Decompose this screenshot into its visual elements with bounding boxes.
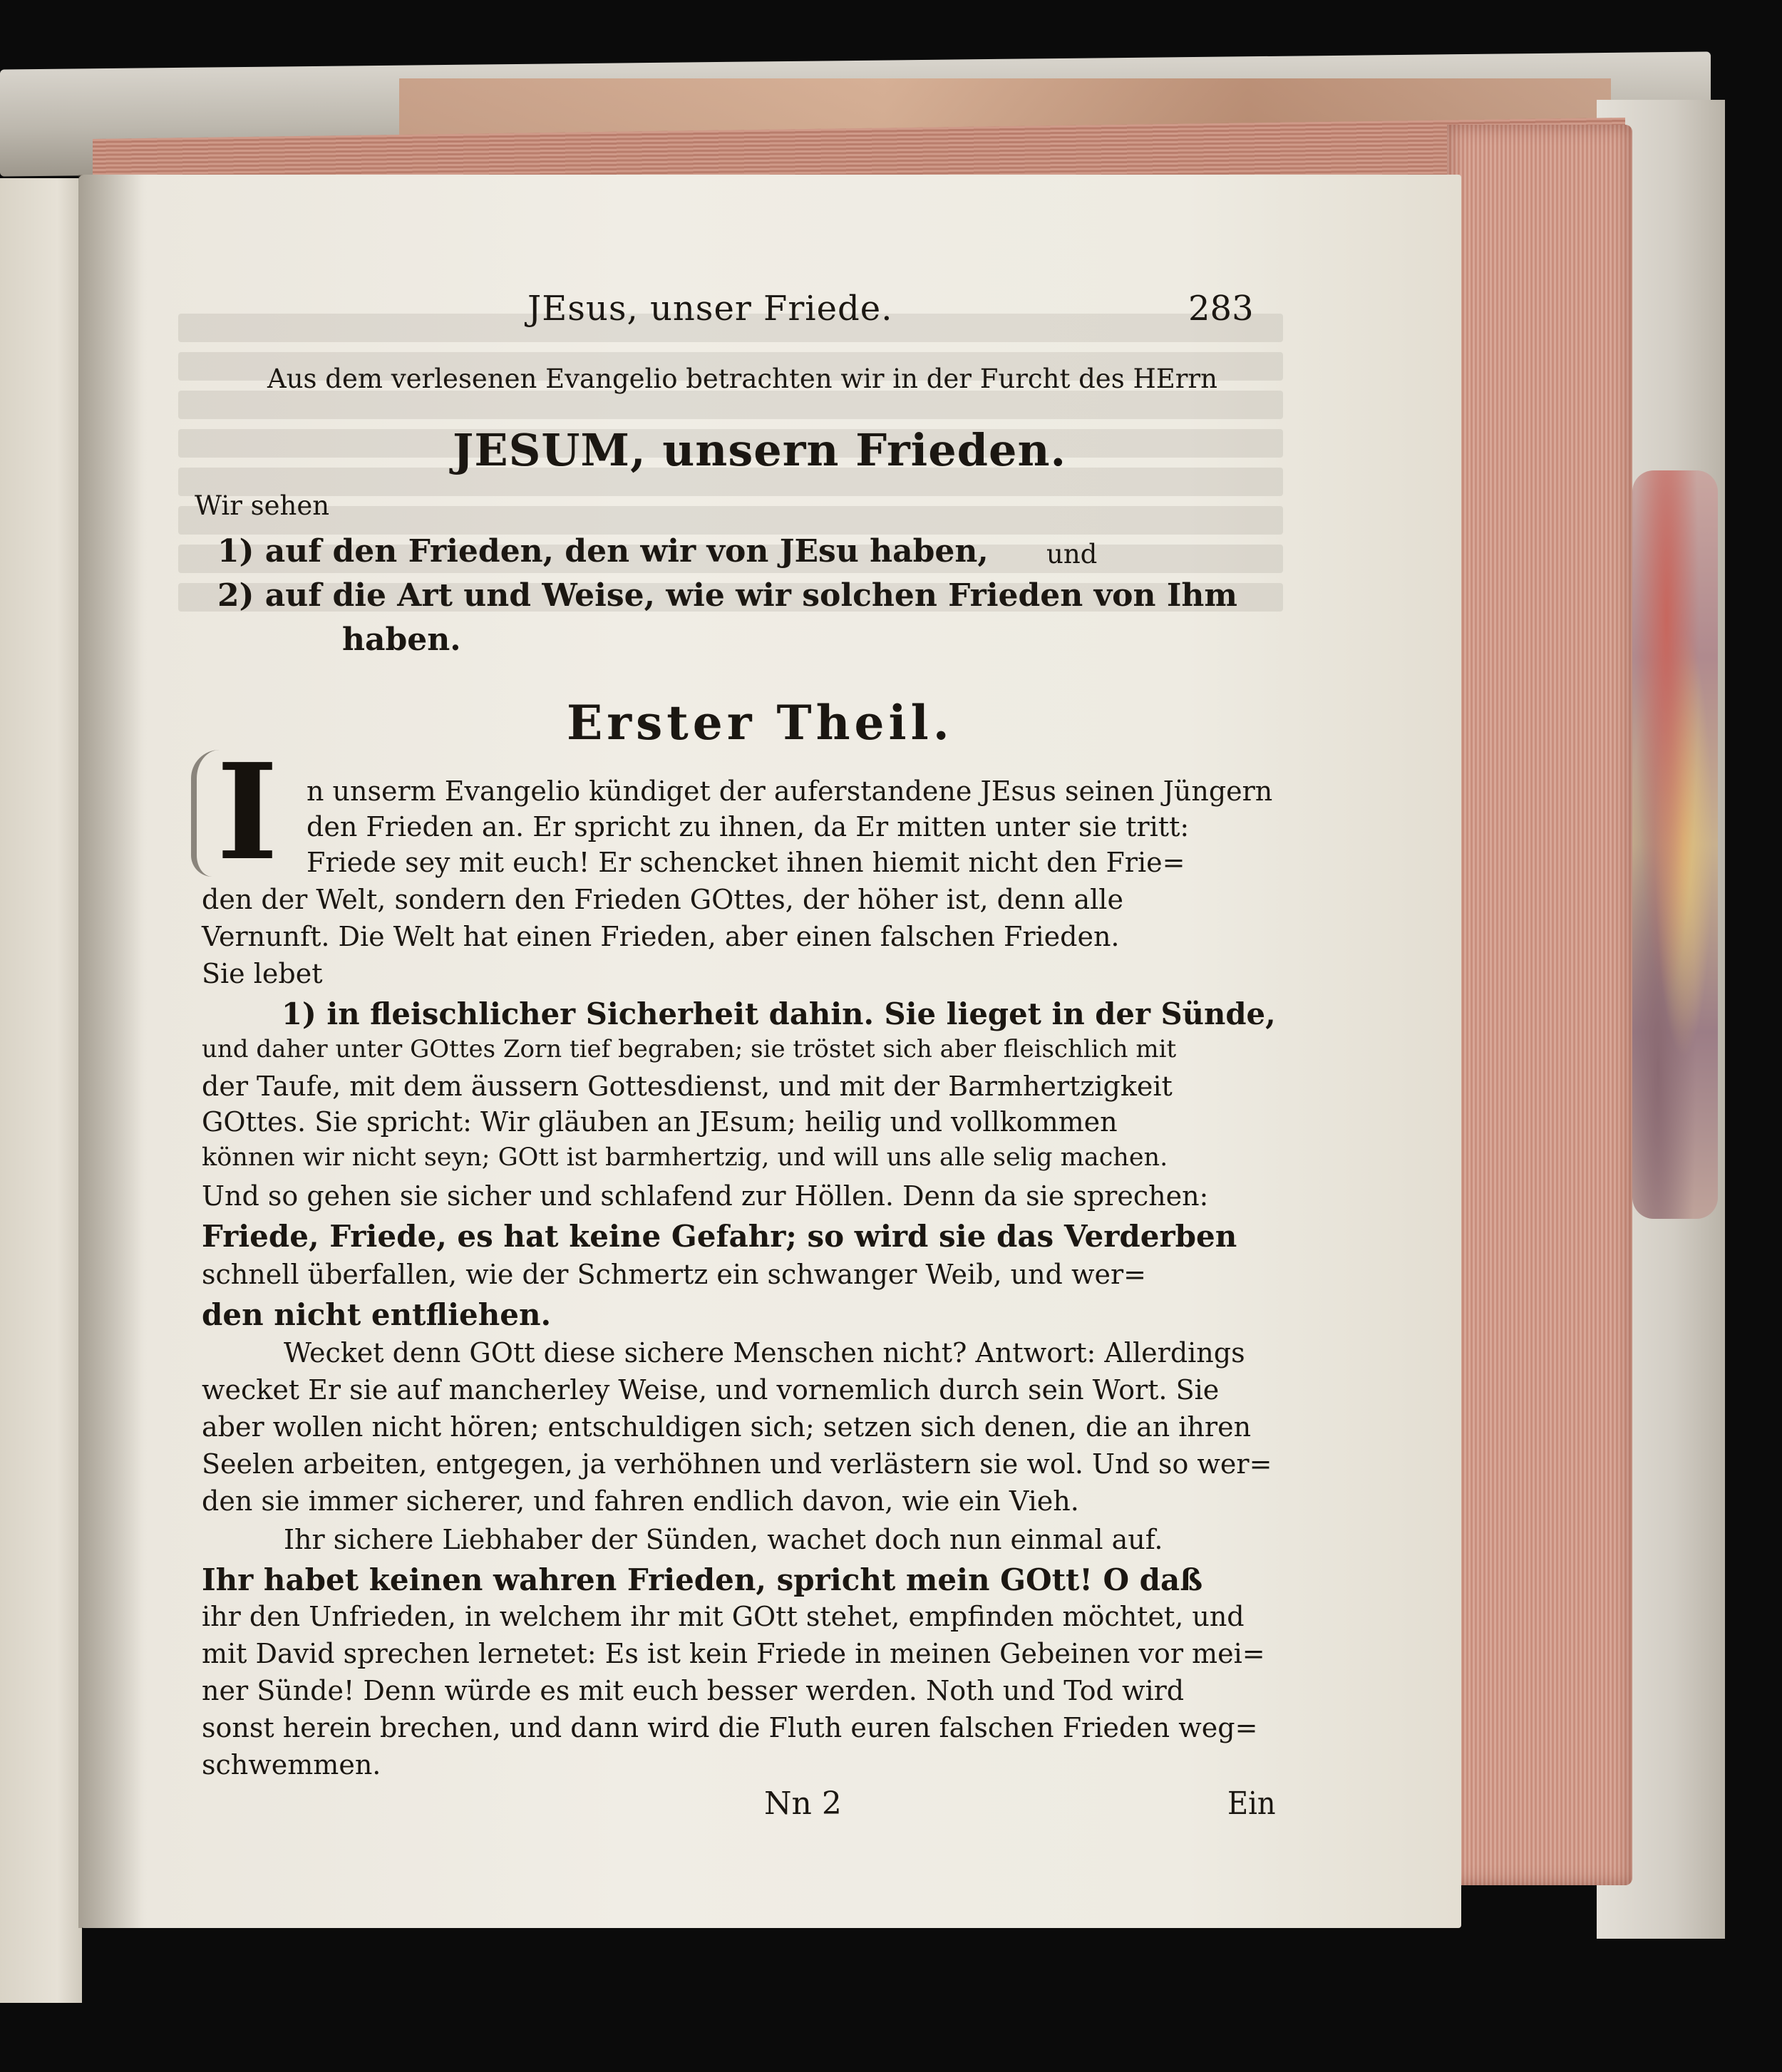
body-line: wecket Er sie auf mancherley Weise, und vornemlich durch sein Wort. Sie — [202, 1374, 1220, 1406]
page-number: 283 — [1188, 289, 1254, 329]
outline-lead: Wir sehen — [195, 490, 330, 521]
body-line: Ihr habet keinen wahren Frieden, spricht mein GOtt! O daß — [202, 1562, 1203, 1597]
catchword: Ein — [1227, 1785, 1276, 1822]
body-line: Ihr sichere Liebhaber der Sünden, wachet doch nun einmal auf. — [284, 1524, 1163, 1555]
outline-point-1: 1) auf den Frieden, den wir von JEsu haben, — [217, 533, 989, 569]
marbled-endpaper — [1632, 470, 1718, 1219]
body-line: den Frieden an. Er spricht zu ihnen, da Er mitten unter sie tritt: — [307, 811, 1190, 842]
body-line: den der Welt, sondern den Frieden GOttes, der höher ist, denn alle — [202, 884, 1123, 915]
body-line: den nicht entfliehen. — [202, 1297, 552, 1332]
body-line: Vernunft. Die Welt hat einen Frieden, aber einen falschen Frieden. — [202, 921, 1120, 952]
body-line: ihr den Unfrieden, in welchem ihr mit GOtt stehet, empfinden möchtet, und — [202, 1601, 1245, 1632]
outline-point-2: 2) auf die Art und Weise, wie wir solchen Frieden von Ihm — [217, 577, 1237, 614]
outline-point-1-tail: und — [1046, 539, 1098, 569]
body-line: schwemmen. — [202, 1749, 381, 1780]
body-line: Friede, Friede, es hat keine Gefahr; so wird sie das Verderben — [202, 1219, 1237, 1254]
intro-line: Aus dem verlesenen Evangelio betrachten wir in der Furcht des HErrn — [267, 364, 1217, 394]
running-title: JEsus, unser Friede. — [527, 289, 893, 329]
body-line: Und so gehen sie sicher und schlafend zur Höllen. Denn da sie sprechen: — [202, 1180, 1209, 1212]
body-line: aber wollen nicht hören; entschuldigen sich; setzen sich denen, die an ihren — [202, 1411, 1252, 1443]
outline-point-2-continuation: haben. — [342, 622, 461, 658]
body-line: mit David sprechen lernetet: Es ist kein Friede in meinen Gebeinen vor mei= — [202, 1638, 1265, 1669]
body-line: 1) in fleischlicher Sicherheit dahin. Sie lieget in der Sünde, — [282, 996, 1276, 1031]
body-line: Sie lebet — [202, 958, 323, 989]
body-line: sonst herein brechen, und dann wird die Fluth euren falschen Frieden weg= — [202, 1712, 1258, 1743]
left-page-edge — [0, 178, 82, 2003]
section-heading: Erster Theil. — [567, 695, 954, 751]
dropcap-letter: I — [216, 734, 279, 890]
body-line: und daher unter GOttes Zorn tief begraben; sie tröstet sich aber fleischlich mit — [202, 1035, 1177, 1063]
gutter-shadow — [78, 175, 143, 1928]
body-line: Seelen arbeiten, entgegen, ja verhöhnen und verlästern sie wol. Und so wer= — [202, 1448, 1272, 1480]
body-line: ner Sünde! Denn würde es mit euch besser werden. Noth und Tod wird — [202, 1675, 1185, 1706]
page-block-right-edge — [1447, 125, 1632, 1885]
body-line: können wir nicht seyn; GOtt ist barmhertzig, und will uns alle selig machen. — [202, 1143, 1168, 1172]
body-line: Wecket denn GOtt diese sichere Menschen nicht? Antwort: Allerdings — [284, 1337, 1245, 1369]
body-line: GOttes. Sie spricht: Wir gläuben an JEsum; heilig und vollkommen — [202, 1106, 1118, 1138]
body-line: der Taufe, mit dem äussern Gottesdienst, und mit der Barmhertzigkeit — [202, 1071, 1173, 1102]
body-line: schnell überfallen, wie der Schmertz ein schwanger Weib, und wer= — [202, 1259, 1146, 1290]
signature-mark: Nn 2 — [764, 1785, 842, 1822]
sermon-subtitle: JESUM, unsern Frieden. — [453, 424, 1067, 476]
body-line: den sie immer sicherer, und fahren endlich davon, wie ein Vieh. — [202, 1485, 1079, 1517]
body-line: n unserm Evangelio kündiget der auferstandene JEsus seinen Jüngern — [307, 775, 1273, 807]
body-line: Friede sey mit euch! Er schencket ihnen hiemit nicht den Frie= — [307, 847, 1185, 878]
